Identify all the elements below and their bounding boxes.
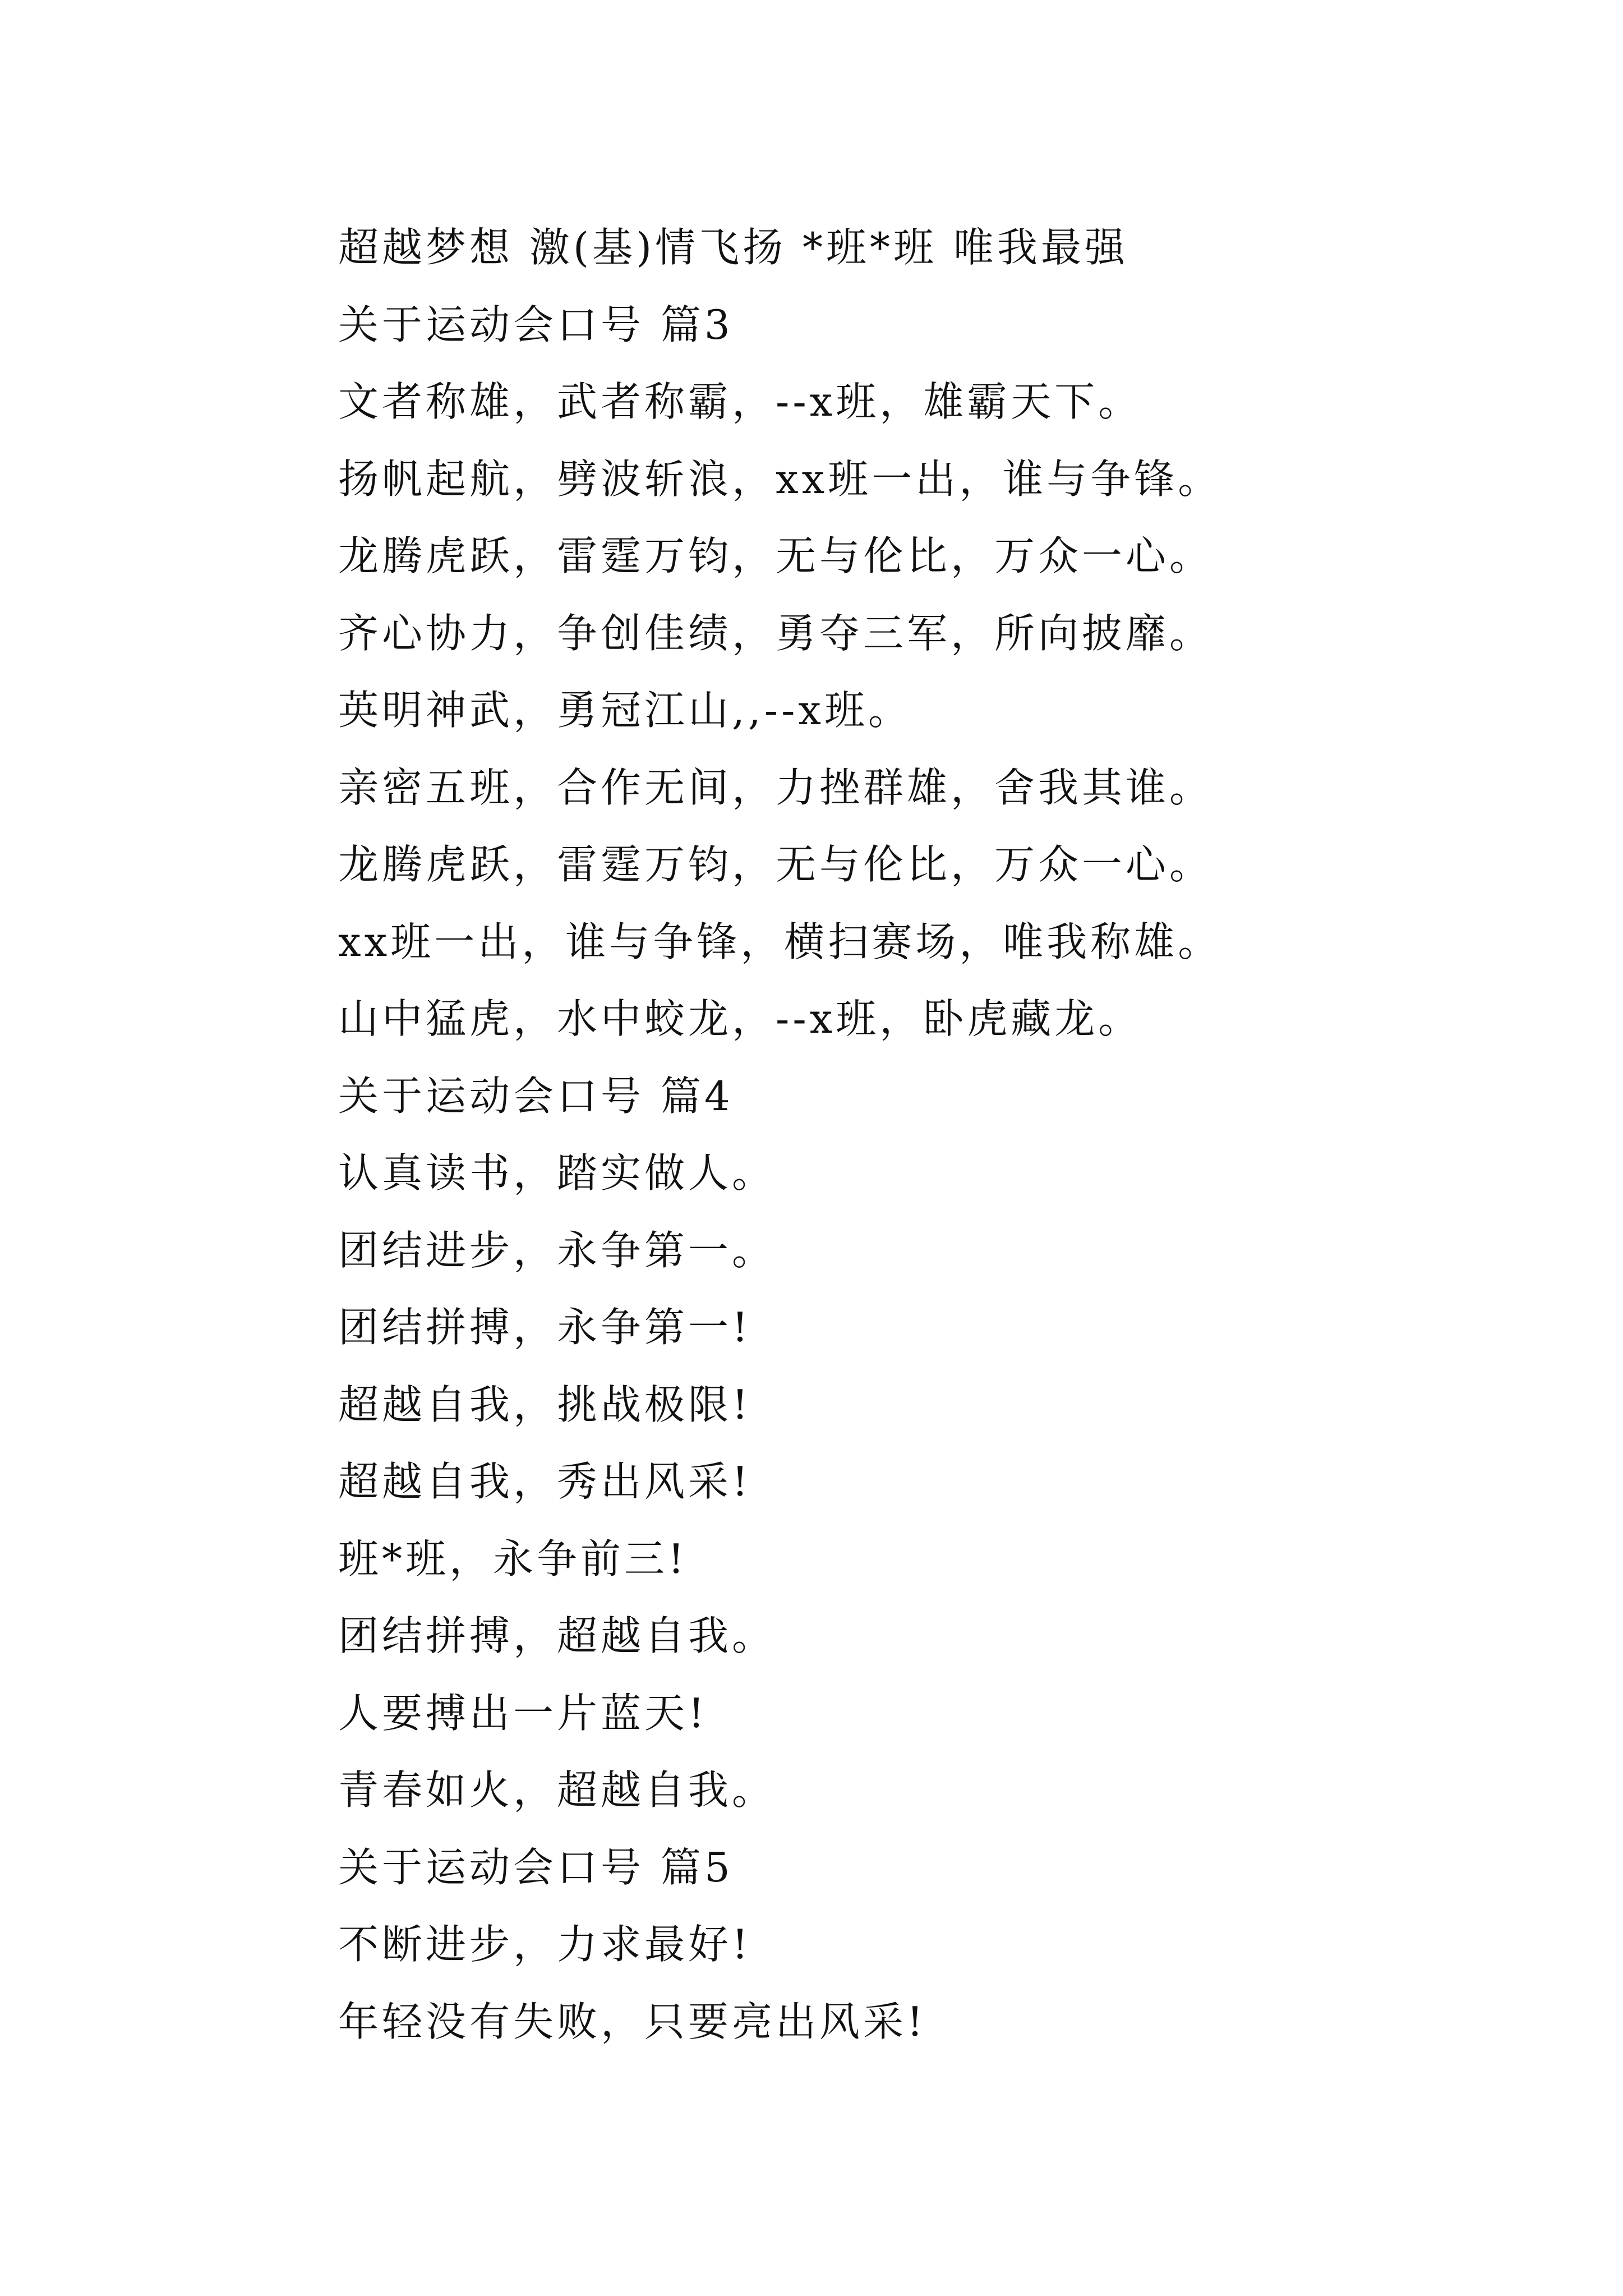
text-line: 班*班，永争前三!: [338, 1535, 688, 1582]
text-line: 青春如火，超越自我。: [338, 1766, 776, 1814]
document-body: [338, 222, 1460, 2073]
text-line: 亲密五班，合作无间，力挫群雄，舍我其谁。: [338, 763, 1214, 811]
text-line: 超越自我，挑战极限!: [338, 1381, 751, 1428]
text-line: 超越梦想 激(基)情飞扬 *班*班 唯我最强: [338, 224, 1128, 271]
text-line: 龙腾虎跃，雷霆万钧，无与伦比，万众一心。: [338, 841, 1214, 888]
text-line: 不断进步，力求最好!: [338, 1921, 751, 1968]
text-line: 认真读书，踏实做人。: [338, 1149, 776, 1197]
text-line: 团结拼搏，超越自我。: [338, 1612, 776, 1659]
text-line: 扬帆起航，劈波斩浪，xx班一出，谁与争锋。: [338, 455, 1222, 503]
text-line: 山中猛虎，水中蛟龙，--x班，卧虎藏龙。: [338, 995, 1142, 1042]
text-line: 年轻没有失败，只要亮出风采!: [338, 1998, 926, 2045]
text-line: 人要搏出一片蓝天!: [338, 1689, 708, 1737]
text-line: 团结进步，永争第一。: [338, 1226, 776, 1274]
text-line: 文者称雄，武者称霸，--x班，雄霸天下。: [338, 378, 1142, 425]
text-line: 团结拼搏，永争第一!: [338, 1304, 751, 1351]
text-line: xx班一出，谁与争锋，横扫赛场，唯我称雄。: [338, 918, 1222, 965]
section-heading: 关于运动会口号 篇3: [338, 301, 734, 348]
text-line: 英明神武，勇冠江山,,--x班。: [338, 687, 912, 734]
section-heading: 关于运动会口号 篇4: [338, 1072, 734, 1120]
section-heading: 关于运动会口号 篇5: [338, 1843, 734, 1891]
text-line: 齐心协力，争创佳绩，勇夺三军，所向披靡。: [338, 609, 1214, 657]
text-line: 超越自我，秀出风采!: [338, 1458, 751, 1505]
text-line: 龙腾虎跃，雷霆万钧，无与伦比，万众一心。: [338, 532, 1214, 579]
